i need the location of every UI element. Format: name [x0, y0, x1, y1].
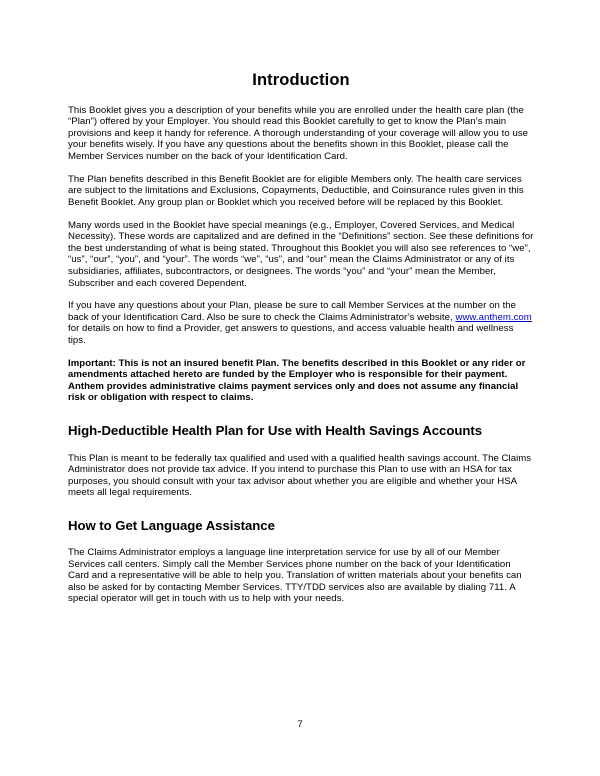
anthem-website-link[interactable]: www.anthem.com: [455, 311, 532, 323]
spacer-after-section-heading: [68, 534, 534, 547]
paragraph-spacer: [68, 347, 534, 358]
spacer-before-section-heading: [68, 499, 534, 518]
contact-text-after-link: for details on how to find a Provider, get answers to questions, and access valuable health and wellness tips.: [68, 323, 514, 346]
section-heading-language-assistance: How to Get Language Assistance: [68, 517, 275, 533]
contact-paragraph: [68, 300, 534, 346]
paragraph-spacer: [68, 208, 534, 219]
section-heading-hdhp: High-Deductible Health Plan for Use with Health Savings Accounts: [68, 423, 482, 439]
important-notice-paragraph: Important: This is not an insured benefit Plan. The benefits described in this Booklet or any rider or amendments attached hereto are funded by the Employer who is responsible for their payment. Anthem provides administrative claims payment services only and does not assume any financial risk or obligation with respect to claims.: [68, 357, 526, 404]
intro-paragraph-3: Many words used in the Booklet have special meanings (e.g., Employer, Covered Services, and Medical Necessity). These words are capitalized and are defined in the “Definitions” section. See these definitions for the best understanding of what is being stated. Throughout this Booklet you will also see references to “we”, “us”, “our”, “you”, and “your”. The words “we”, “us”, and “our” mean the Claims Administrator or any of its subsidiaries, affiliates, subcontractors, or designees. The words “you” and “your” mean the Member, Subscriber and each covered Dependent.: [68, 219, 534, 289]
intro-paragraph-1: This Booklet gives you a description of your benefits while you are enrolled under the health care plan (the “Plan”) offered by your Employer. You should read this Booklet carefully to get to know the Plan’s main provisions and keep it handy for reference. A thorough understanding of your coverage will allow you to use your benefits wisely. If you have any questions about the benefits shown in this Booklet, please call the Member Services number on the back of your Identification Card.: [68, 104, 529, 162]
paragraph-spacer: [68, 289, 534, 300]
spacer-after-title: [68, 91, 534, 105]
section-body-hdhp: This Plan is meant to be federally tax qualified and used with a qualified health savings account. The Claims Administrator does not provide tax advice. If you intend to purchase this Plan to use with an HSA for tax purposes, you should consult with your tax advisor about whether you are eligible and whether your HSA meets all legal requirements.: [68, 452, 532, 499]
section-body-language-assistance: The Claims Administrator employs a language line interpretation service for use by all of our Member Services call centers. Simply call the Member Services phone number on the back of your Identification Card and a representative will be able to help you. Translation of written materials about your benefits can also be asked for by contacting Member Services. TTY/TDD services also are available by dialing 711. A special operator will get in touch with us to help with your needs.: [68, 547, 522, 605]
document-content: [68, 0, 534, 605]
contact-text-before-link: If you have any questions about your Plan, please be sure to call Member Services at the number on the back of your Identification Card. Also be sure to check the Claims Administrator’s website,: [68, 300, 517, 323]
intro-paragraph-2: The Plan benefits described in this Benefit Booklet are for eligible Members only. The health care services are subject to the limitations and Exclusions, Copayments, Deductible, and Coinsurance rules given in this Benefit Booklet. Any group plan or Booklet which you received before will be replaced by this Booklet.: [68, 173, 524, 208]
spacer-before-section-heading: [68, 404, 534, 423]
paragraph-spacer: [68, 163, 534, 174]
page-title: Introduction: [252, 71, 350, 89]
page-number-footer: 7: [297, 719, 303, 730]
spacer-after-section-heading: [68, 440, 534, 453]
